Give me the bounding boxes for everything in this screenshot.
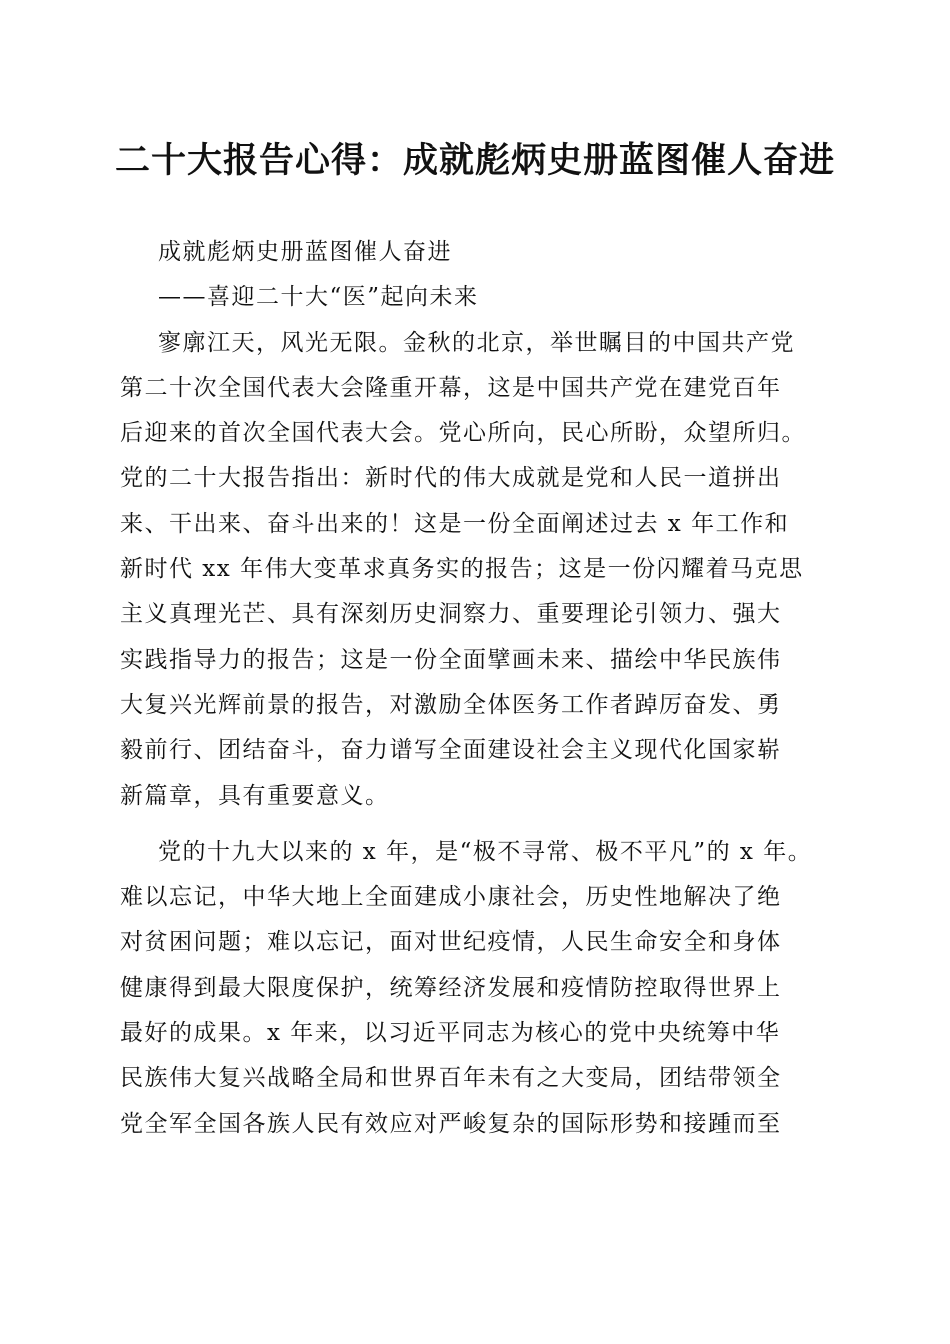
subtitle: 成就彪炳史册蓝图催人奋进 — [158, 239, 452, 265]
paragraph-line: 对贫困问题；难以忘记，面对世纪疫情，人民生命安全和身体 — [120, 929, 782, 956]
paragraph-line: 主义真理光芒、具有深刻历史洞察力、重要理论引领力、强大 — [120, 601, 782, 628]
paragraph-spacer — [120, 819, 840, 830]
paragraph-line: 党全军全国各族人民有效应对严峻复杂的国际形势和接踵而至 — [120, 1110, 782, 1137]
paragraph-2 — [120, 830, 840, 1147]
document-title: 二十大报告心得：成就彪炳史册蓝图催人奋进 — [114, 140, 835, 181]
paragraph-line: 民族伟大复兴战略全局和世界百年未有之大变局，团结带领全 — [120, 1065, 782, 1092]
paragraph-line: 新篇章，具有重要意义。 — [120, 782, 390, 809]
document-body — [120, 230, 840, 1147]
paragraph-line: 难以忘记，中华大地上全面建成小康社会，历史性地解决了绝 — [120, 884, 782, 911]
paragraph-line: 健康得到最大限度保护，统筹经济发展和疫情防控取得世界上 — [120, 974, 782, 1001]
subtitle-secondary: ——喜迎二十大“医”起向未来 — [158, 284, 479, 311]
paragraph-line: 党的十九大以来的 x 年，是“极不寻常、极不平凡”的 x 年。 — [158, 838, 813, 865]
paragraph-line: 后迎来的首次全国代表大会。党心所向，民心所盼，众望所归。 — [120, 420, 806, 447]
paragraph-line: 实践指导力的报告；这是一份全面擘画未来、描绘中华民族伟 — [120, 646, 782, 673]
paragraph-line: 来、干出来、奋斗出来的！这是一份全面阐述过去 x 年工作和 — [120, 510, 790, 537]
paragraph-line: 大复兴光辉前景的报告，对激励全体医务工作者踔厉奋发、勇 — [120, 691, 782, 718]
paragraph-line: 第二十次全国代表大会隆重开幕，这是中国共产党在建党百年 — [120, 374, 782, 401]
paragraph-1 — [120, 321, 840, 819]
paragraph-line: 毅前行、团结奋斗，奋力谱写全面建设社会主义现代化国家崭 — [120, 737, 782, 764]
paragraph-line: 寥廓江天，风光无限。金秋的北京，举世瞩目的中国共产党 — [158, 329, 795, 356]
paragraph-line: 最好的成果。x 年来，以习近平同志为核心的党中央统筹中华 — [120, 1020, 781, 1047]
paragraph-line: 党的二十大报告指出：新时代的伟大成就是党和人民一道拼出 — [120, 465, 782, 492]
paragraph-line: 新时代 xx 年伟大变革求真务实的报告；这是一份闪耀着马克思 — [120, 556, 804, 583]
